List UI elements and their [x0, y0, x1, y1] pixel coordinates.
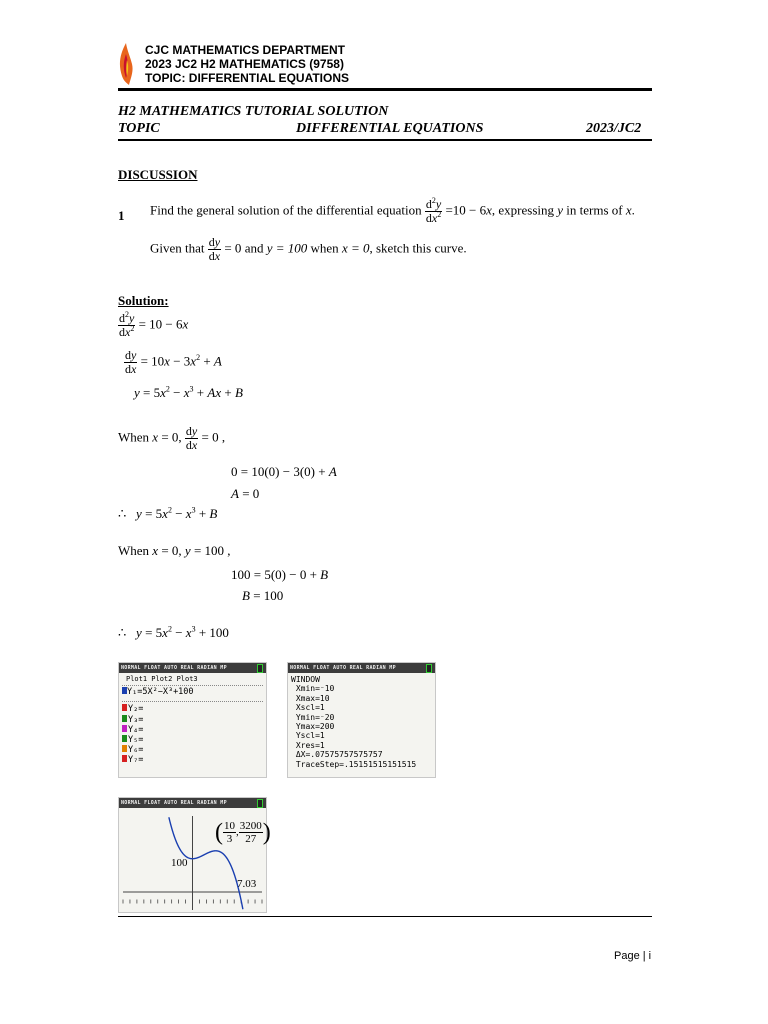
when-condition-1: When x = 0, $\frac{dy}{dx}$ = 0 ,	[118, 424, 226, 452]
calc-screen-y-editor	[118, 662, 267, 778]
particular-solution: ∴ $y = 5x^2 - x^3 + 100$	[118, 624, 229, 640]
step-general-solution: $y = 5x^2 - x^3 + Ax + B$	[134, 384, 243, 400]
flame-icon	[117, 42, 135, 86]
page-number: Page | i	[614, 950, 652, 962]
window-setting-line: Xmin=⁻10	[291, 684, 335, 694]
color-swatch	[122, 715, 127, 722]
page-title: H2 MATHEMATICS TUTORIAL SOLUTION	[118, 104, 389, 119]
intermediate-solution: ∴ $y = 5x^2 - x^3 + B$	[118, 505, 218, 521]
window-setting-line: Xmax=10	[291, 693, 330, 703]
window-setting-line: Xscl=1	[291, 703, 325, 713]
header-rule	[118, 88, 652, 91]
window-setting-line: Ymin=⁻20	[291, 712, 335, 722]
y-function-row: Y₅=	[122, 735, 263, 745]
color-swatch	[122, 755, 127, 762]
window-setting-line: ΔX=.07575757575757	[291, 750, 383, 760]
year-label: 2023/JC2	[586, 121, 642, 136]
question-number: 1	[118, 208, 125, 223]
step-first-derivative: $\frac{dy}{dx}$ = $10x - 3x^2 + A$	[125, 348, 222, 376]
y-function-row: Y₆=	[122, 745, 263, 755]
battery-icon	[257, 664, 263, 673]
title-rule	[118, 139, 652, 141]
window-setting-line: TraceStep=.15151515151515	[291, 759, 417, 769]
result-b: B = 100	[242, 588, 284, 603]
window-setting-line: Xres=1	[291, 740, 325, 750]
color-swatch	[122, 725, 127, 732]
calc-status-bar: NORMAL FLOAT AUTO REAL RADIAN MP	[119, 663, 266, 673]
y-function-row: Y₃=	[122, 715, 263, 725]
dy-dx-fraction: $\frac{dy}{dx}$	[208, 235, 221, 263]
topic-header: TOPIC: DIFFERENTIAL EQUATIONS	[145, 71, 350, 85]
window-settings	[288, 673, 435, 771]
root-label: 7.03	[237, 878, 257, 890]
y1-entry: Y₁=5X²−X³+100	[122, 685, 263, 702]
course-name: 2023 JC2 H2 MATHEMATICS (9758)	[145, 57, 344, 71]
footer-rule	[118, 916, 652, 917]
window-setting-line: Ymax=200	[291, 722, 335, 732]
section-heading: DISCUSSION	[118, 167, 198, 182]
calc-screen-window	[287, 662, 436, 778]
color-swatch	[122, 704, 127, 711]
when-condition-2: When x = 0, y = 100 ,	[118, 543, 231, 558]
turning-point-label: ( $\frac{10}{3}$ , $\frac{3200}{27}$ )	[215, 819, 271, 846]
plot-tabs: Plot1 Plot2 Plot3	[126, 675, 198, 683]
de-rhs: =10 − 6x	[445, 202, 492, 218]
calc-status-bar: NORMAL FLOAT AUTO REAL RADIAN MP	[119, 798, 266, 808]
logo	[117, 42, 135, 86]
step-second-derivative: $\frac{d^2y}{dx^2}$ = 10 − 6x	[119, 310, 189, 339]
y-function-row: Y₂=	[122, 704, 263, 714]
y-function-list	[122, 704, 263, 765]
window-setting-line: Yscl=1	[291, 731, 325, 741]
substitution-a: 0 = 10(0) − 3(0) + A	[231, 464, 337, 479]
y-function-row: Y₄=	[122, 725, 263, 735]
substitution-b: 100 = 5(0) − 0 + B	[231, 567, 329, 582]
battery-icon	[257, 799, 263, 808]
topic-value: DIFFERENTIAL EQUATIONS	[296, 121, 484, 136]
color-swatch	[122, 745, 127, 752]
question-line-2: Given that $\frac{dy}{dx}$ = 0 and y = 100 when x = 0, sketch this curve.	[150, 235, 467, 263]
battery-icon	[426, 664, 432, 673]
window-setting-line: WINDOW	[291, 675, 320, 684]
y-function-row: Y₇=	[122, 755, 263, 765]
calc-status-bar: NORMAL FLOAT AUTO REAL RADIAN MP	[288, 663, 435, 673]
topic-label: TOPIC	[118, 121, 160, 136]
result-a: A = 0	[231, 486, 260, 501]
calc-screen-graph	[118, 797, 271, 913]
color-swatch	[122, 735, 127, 742]
dept-name: CJC MATHEMATICS DEPARTMENT	[145, 43, 345, 57]
d2y-dx2-fraction: $\frac{d^2y}{dx^2}$	[425, 196, 442, 225]
y-intercept-label: 100	[171, 857, 188, 869]
question-line-1: Find the general solution of the differential equation $\frac{d^2y}{dx^2}$ =10 − 6x, expressing y in terms of x.	[150, 196, 635, 225]
solution-heading: Solution:	[118, 293, 169, 308]
